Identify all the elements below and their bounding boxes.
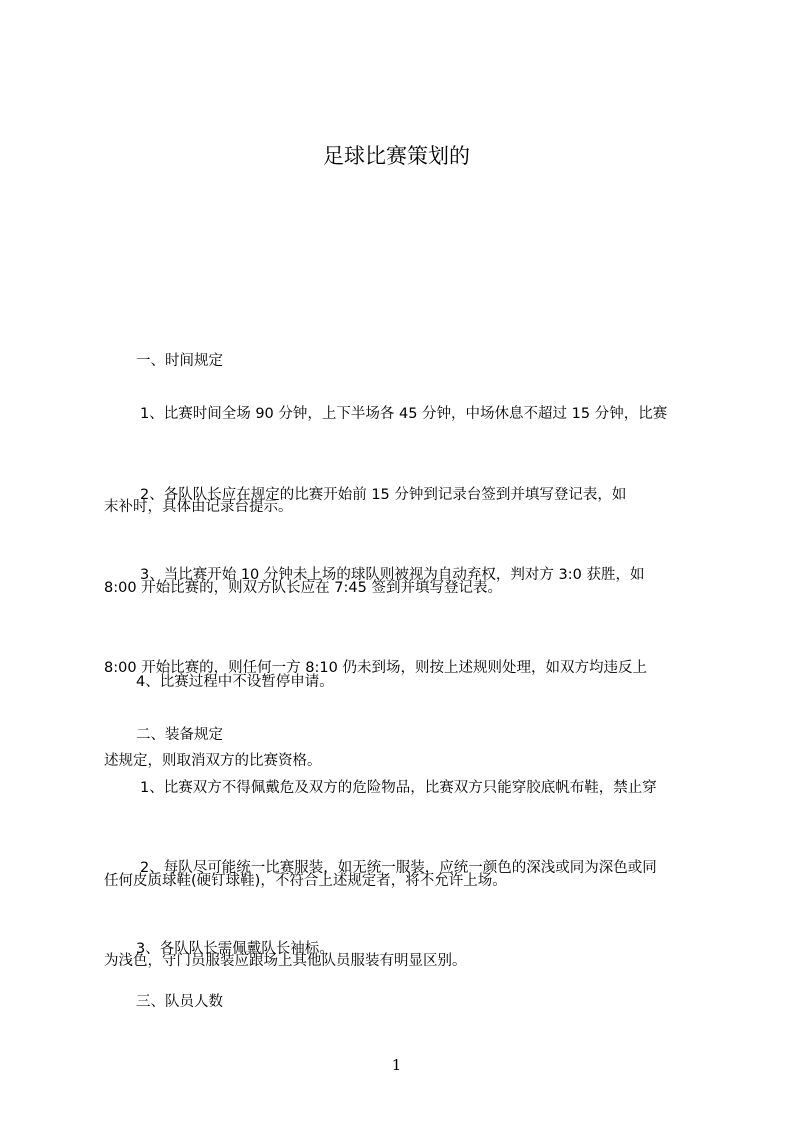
paragraph-line: 任何皮质球鞋(硬钉球鞋)，不符合上述规定者，将不允许上场。 bbox=[104, 873, 507, 889]
section-heading-text: 一、时间规定 bbox=[136, 353, 223, 369]
paragraph-line: 1、比赛双方不得佩戴危及双方的危险物品，比赛双方只能穿胶底帆布鞋，禁止穿 bbox=[140, 780, 657, 796]
paragraph-line: 8:00 开始比赛的，则双方队长应在 7:45 签到并填写登记表。 bbox=[104, 580, 502, 596]
document-title: 足球比赛策划的 bbox=[323, 144, 470, 168]
paragraph-line: 2、每队尽可能统一比赛服装，如无统一服装，应统一颜色的深浅或同为深色或同 bbox=[140, 860, 657, 876]
section-heading-text: 二、装备规定 bbox=[136, 727, 223, 743]
section-heading-text: 三、队员人数 bbox=[136, 994, 223, 1010]
paragraph-line: 1、比赛时间全场 90 分钟，上下半场各 45 分钟，中场休息不超过 15 分钟，比赛 bbox=[140, 406, 668, 422]
paragraph-line: 2、各队队长应在规定的比赛开始前 15 分钟到记录台签到并填写登记表，如 bbox=[140, 487, 627, 503]
paragraph-line: 末补时，具体由记录台提示。 bbox=[104, 499, 293, 515]
paragraph-line: 述规定，则取消双方的比赛资格。 bbox=[104, 753, 322, 769]
paragraph-line: 3、各队队长需佩戴队长袖标。 bbox=[136, 941, 334, 957]
page-number: 1 bbox=[391, 1056, 402, 1074]
paragraph-line: 8:00 开始比赛的，则任何一方 8:10 仍未到场，则按上述规则处理，如双方均违反上 bbox=[104, 660, 647, 676]
paragraph-line: 4、比赛过程中不设暂停申请。 bbox=[136, 674, 334, 690]
paragraph-line: 3、当比赛开始 10 分钟未上场的球队则被视为自动弃权，判对方 3:0 获胜，如 bbox=[140, 567, 645, 583]
paragraph-line: 为浅色，守门员服装应跟场上其他队员服装有明显区别。 bbox=[104, 953, 467, 969]
